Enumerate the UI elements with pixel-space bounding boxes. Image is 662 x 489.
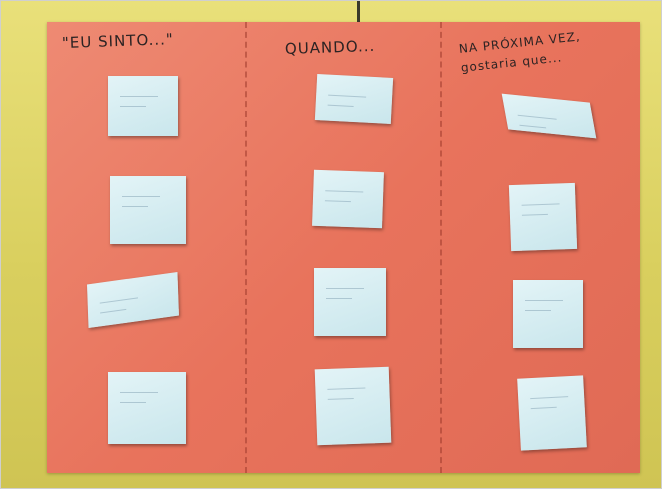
column-heading-eu-sinto: "EU SINTO..." xyxy=(61,30,175,52)
column-heading-quando: QUANDO... xyxy=(284,36,376,58)
column-heading-na-proxima-vez: NA PRÓXIMA VEZ, gostaria que... xyxy=(458,29,582,75)
